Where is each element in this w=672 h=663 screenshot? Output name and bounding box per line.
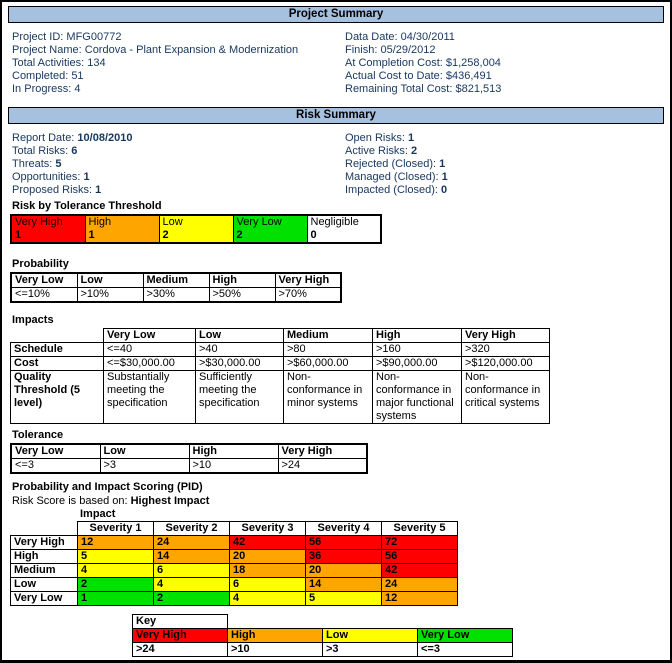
pid-score-cell: 6 — [230, 578, 306, 592]
key-label-high: High — [228, 629, 323, 643]
pid-score-cell: 24 — [154, 536, 230, 550]
field-value: 1 — [441, 171, 448, 183]
pid-score-cell: 4 — [154, 578, 230, 592]
impacts-cell: >320 — [462, 343, 550, 357]
table-row — [11, 592, 458, 606]
field-value: 51 — [71, 70, 84, 82]
field-label: In Progress: — [12, 83, 75, 95]
tolerance-header-high: High — [189, 444, 278, 459]
field-value: 1 — [95, 184, 102, 196]
summary-field-threats — [12, 158, 345, 171]
tolerance-value-cell: >24 — [278, 459, 367, 474]
field-value: 6 — [71, 145, 78, 157]
key-label-low: Low — [323, 629, 418, 643]
probability-value-cell: <=10% — [11, 288, 77, 303]
threshold-cell-label: High — [88, 216, 112, 228]
summary-field-opportunities — [12, 171, 345, 184]
tolerance-value-cell: <=3 — [11, 459, 100, 474]
field-value: MFG00772 — [66, 31, 122, 43]
pid-score-cell: 56 — [306, 536, 382, 550]
field-value: 2 — [411, 145, 418, 157]
risk-info-left-column — [12, 132, 345, 197]
key-empty-cell — [418, 615, 513, 629]
pid-score-cell: 20 — [306, 564, 382, 578]
field-label: Impacted (Closed): — [345, 184, 441, 196]
key-empty-cell — [323, 615, 418, 629]
table-row — [11, 288, 341, 303]
probability-value-cell: >10% — [77, 288, 143, 303]
table-row — [11, 550, 458, 564]
impacts-cell: >$90,000.00 — [373, 357, 462, 371]
field-value: 10/08/2010 — [77, 132, 133, 144]
table-row — [11, 329, 550, 343]
threshold-cell-very-low — [233, 215, 307, 243]
pid-subtitle-prefix: Risk Score is based on: — [12, 495, 128, 507]
impacts-row-label-schedule: Schedule — [11, 343, 104, 357]
pid-score-cell: 2 — [154, 592, 230, 606]
threshold-cell-low — [159, 215, 233, 243]
impacts-header-very-high: Very High — [462, 329, 550, 343]
risk-info-right-column — [345, 132, 448, 197]
pid-subtitle — [12, 495, 670, 508]
field-value: 1 — [83, 171, 90, 183]
impacts-cell: Non-conformance in major functional systems — [373, 371, 462, 424]
pid-score-cell: 42 — [382, 564, 458, 578]
pid-row-label-medium: Medium — [11, 564, 78, 578]
pid-matrix-table — [10, 521, 458, 606]
table-row — [133, 629, 513, 643]
summary-field-managed-closed — [345, 171, 448, 184]
impacts-row-label-cost: Cost — [11, 357, 104, 371]
field-value: 05/29/2012 — [380, 44, 436, 56]
impacts-cell: Substantially meeting the specification — [104, 371, 196, 424]
field-label: Threats: — [12, 158, 56, 170]
pid-score-cell: 6 — [154, 564, 230, 578]
tolerance-value-cell: >10 — [189, 459, 278, 474]
pid-score-cell: 72 — [382, 536, 458, 550]
threshold-cell-count: 0 — [310, 229, 317, 241]
pid-corner-cell — [11, 522, 78, 536]
tolerance-header-low: Low — [100, 444, 189, 459]
table-row — [11, 357, 550, 371]
impacts-cell: >40 — [196, 343, 284, 357]
field-value: 134 — [87, 57, 106, 69]
pid-title: Probability and Impact Scoring (PID) — [12, 481, 203, 493]
tolerance-title: Tolerance — [12, 429, 64, 441]
table-row — [11, 343, 550, 357]
impacts-header-medium: Medium — [284, 329, 373, 343]
key-label-very-low: Very Low — [418, 629, 513, 643]
impacts-cell: >$120,000.00 — [462, 357, 550, 371]
pid-score-cell: 20 — [230, 550, 306, 564]
field-label: Completed: — [12, 70, 72, 82]
pid-score-cell: 4 — [230, 592, 306, 606]
summary-field-proposed-risks — [12, 184, 345, 197]
pid-score-cell: 12 — [382, 592, 458, 606]
key-value-cell: >3 — [323, 643, 418, 657]
summary-field-actual-cost-to-date — [345, 70, 501, 83]
pid-header-severity-4: Severity 4 — [306, 522, 382, 536]
pid-score-cell: 14 — [154, 550, 230, 564]
pid-score-cell: 36 — [306, 550, 382, 564]
pid-score-cell: 56 — [382, 550, 458, 564]
field-label: Data Date: — [345, 31, 401, 43]
impacts-cell: <=$30,000.00 — [104, 357, 196, 371]
pid-header-severity-1: Severity 1 — [78, 522, 154, 536]
key-value-cell: >24 — [133, 643, 228, 657]
pid-impact-axis-label: Impact — [80, 508, 116, 520]
field-label: Remaining Total Cost: — [345, 83, 456, 95]
impacts-cell: >$60,000.00 — [284, 357, 373, 371]
impacts-header-very-low: Very Low — [104, 329, 196, 343]
tolerance-threshold-table — [10, 214, 382, 244]
project-summary-info — [2, 23, 670, 96]
field-value: 0 — [440, 184, 448, 196]
table-row — [11, 444, 367, 459]
field-label: Managed (Closed): — [345, 171, 442, 183]
impacts-header-high: High — [373, 329, 462, 343]
field-label: Project ID: — [12, 31, 67, 43]
threshold-cell-label: Very Low — [236, 216, 282, 228]
tolerance-header-very-low: Very Low — [11, 444, 100, 459]
table-row — [11, 215, 381, 243]
summary-field-at-completion-cost — [345, 57, 501, 70]
pid-row-label-high: High — [11, 550, 78, 564]
key-empty-cell — [228, 615, 323, 629]
table-row — [11, 522, 458, 536]
pid-header-severity-2: Severity 2 — [154, 522, 230, 536]
project-summary-header: Project Summary — [8, 6, 664, 23]
project-info-right-column — [345, 31, 501, 96]
risk-summary-info — [2, 124, 670, 197]
pid-score-cell: 12 — [78, 536, 154, 550]
impacts-row-label-quality-threshold-5-level: Quality Threshold (5 level) — [11, 371, 104, 424]
field-label: Project Name: — [12, 44, 85, 56]
pid-score-cell: 42 — [230, 536, 306, 550]
threshold-cell-very-high — [11, 215, 85, 243]
field-value: 1 — [439, 158, 446, 170]
project-info-left-column — [12, 31, 345, 96]
summary-field-data-date — [345, 31, 501, 44]
threshold-cell-label: Very High — [15, 216, 63, 228]
threshold-cell-count: 1 — [15, 229, 22, 241]
tolerance-header-very-high: Very High — [278, 444, 367, 459]
probability-header-very-low: Very Low — [11, 273, 77, 288]
probability-value-cell: >50% — [209, 288, 275, 303]
field-label: Rejected (Closed): — [345, 158, 440, 170]
impacts-cell: Non-conformance in minor systems — [284, 371, 373, 424]
field-value: 5 — [55, 158, 62, 170]
field-value: 04/30/2011 — [400, 31, 455, 43]
threshold-cell-count: 1 — [88, 229, 95, 241]
threshold-cell-negligible — [307, 215, 381, 243]
threshold-cell-high — [85, 215, 159, 243]
key-table — [132, 614, 513, 657]
field-value: $1,258,004 — [445, 57, 501, 69]
field-value: $821,513 — [455, 83, 502, 95]
key-title-cell: Key — [133, 615, 228, 629]
table-row — [11, 273, 341, 288]
pid-row-label-very-low: Very Low — [11, 592, 78, 606]
table-row — [133, 643, 513, 657]
field-label: Open Risks: — [345, 132, 408, 144]
summary-field-rejected-closed — [345, 158, 448, 171]
summary-field-total-activities — [12, 57, 345, 70]
impacts-cell: >80 — [284, 343, 373, 357]
summary-field-project-name — [12, 44, 345, 57]
summary-field-finish — [345, 44, 501, 57]
impacts-cell: >160 — [373, 343, 462, 357]
pid-score-cell: 14 — [306, 578, 382, 592]
summary-field-impacted-closed — [345, 184, 448, 197]
probability-header-high: High — [209, 273, 275, 288]
summary-field-report-date — [12, 132, 345, 145]
pid-score-cell: 2 — [78, 578, 154, 592]
field-label: Total Risks: — [12, 145, 72, 157]
key-value-cell: <=3 — [418, 643, 513, 657]
impacts-corner-cell — [11, 329, 104, 343]
threshold-cell-count: 2 — [162, 229, 169, 241]
field-label: Active Risks: — [345, 145, 412, 157]
table-row — [11, 578, 458, 592]
threshold-cell-label: Low — [162, 216, 183, 228]
table-row — [11, 371, 550, 424]
pid-score-cell: 5 — [306, 592, 382, 606]
field-label: Actual Cost to Date: — [345, 70, 446, 82]
probability-title: Probability — [12, 258, 69, 270]
field-label: Total Activities: — [12, 57, 88, 69]
field-label: Finish: — [345, 44, 381, 56]
summary-field-total-risks — [12, 145, 345, 158]
key-value-cell: >10 — [228, 643, 323, 657]
pid-score-cell: 24 — [382, 578, 458, 592]
pid-header-severity-5: Severity 5 — [382, 522, 458, 536]
pid-score-cell: 5 — [78, 550, 154, 564]
key-label-very-high: Very High — [133, 629, 228, 643]
probability-value-cell: >30% — [143, 288, 209, 303]
risk-summary-header: Risk Summary — [8, 107, 664, 124]
impacts-table — [10, 328, 550, 424]
tolerance-threshold-title: Risk by Tolerance Threshold — [12, 200, 162, 212]
probability-header-very-high: Very High — [275, 273, 341, 288]
field-value: Cordova - Plant Expansion & Modernization — [84, 44, 299, 56]
impacts-header-low: Low — [196, 329, 284, 343]
threshold-cell-count: 2 — [236, 229, 243, 241]
field-label: Report Date: — [12, 132, 78, 144]
table-row — [11, 459, 367, 474]
table-row — [11, 564, 458, 578]
field-label: Proposed Risks: — [12, 184, 96, 196]
pid-row-label-low: Low — [11, 578, 78, 592]
table-row — [133, 615, 513, 629]
summary-field-completed — [12, 70, 345, 83]
tolerance-value-cell: >3 — [100, 459, 189, 474]
probability-header-low: Low — [77, 273, 143, 288]
summary-field-open-risks — [345, 132, 448, 145]
probability-value-cell: >70% — [275, 288, 341, 303]
pid-subtitle-value: Highest Impact — [130, 495, 210, 507]
impacts-cell: Non-conformance in critical systems — [462, 371, 550, 424]
pid-score-cell: 1 — [78, 592, 154, 606]
impacts-cell: Sufficiently meeting the specification — [196, 371, 284, 424]
pid-header-severity-3: Severity 3 — [230, 522, 306, 536]
threshold-cell-label: Negligible — [310, 216, 359, 228]
impacts-title: Impacts — [12, 314, 54, 326]
impacts-cell: <=40 — [104, 343, 196, 357]
field-value: 4 — [74, 83, 81, 95]
field-value: $436,491 — [445, 70, 492, 82]
summary-field-active-risks — [345, 145, 448, 158]
tolerance-table — [10, 443, 368, 474]
summary-field-project-id — [12, 31, 345, 44]
field-label: Opportunities: — [12, 171, 84, 183]
probability-table — [10, 272, 342, 303]
table-row — [11, 536, 458, 550]
pid-score-cell: 4 — [78, 564, 154, 578]
summary-field-in-progress — [12, 83, 345, 96]
pid-score-cell: 18 — [230, 564, 306, 578]
field-value: 1 — [407, 132, 415, 144]
summary-field-remaining-total-cost — [345, 83, 501, 96]
probability-header-medium: Medium — [143, 273, 209, 288]
pid-row-label-very-high: Very High — [11, 536, 78, 550]
field-label: At Completion Cost: — [345, 57, 446, 69]
impacts-cell: >$30,000.00 — [196, 357, 284, 371]
